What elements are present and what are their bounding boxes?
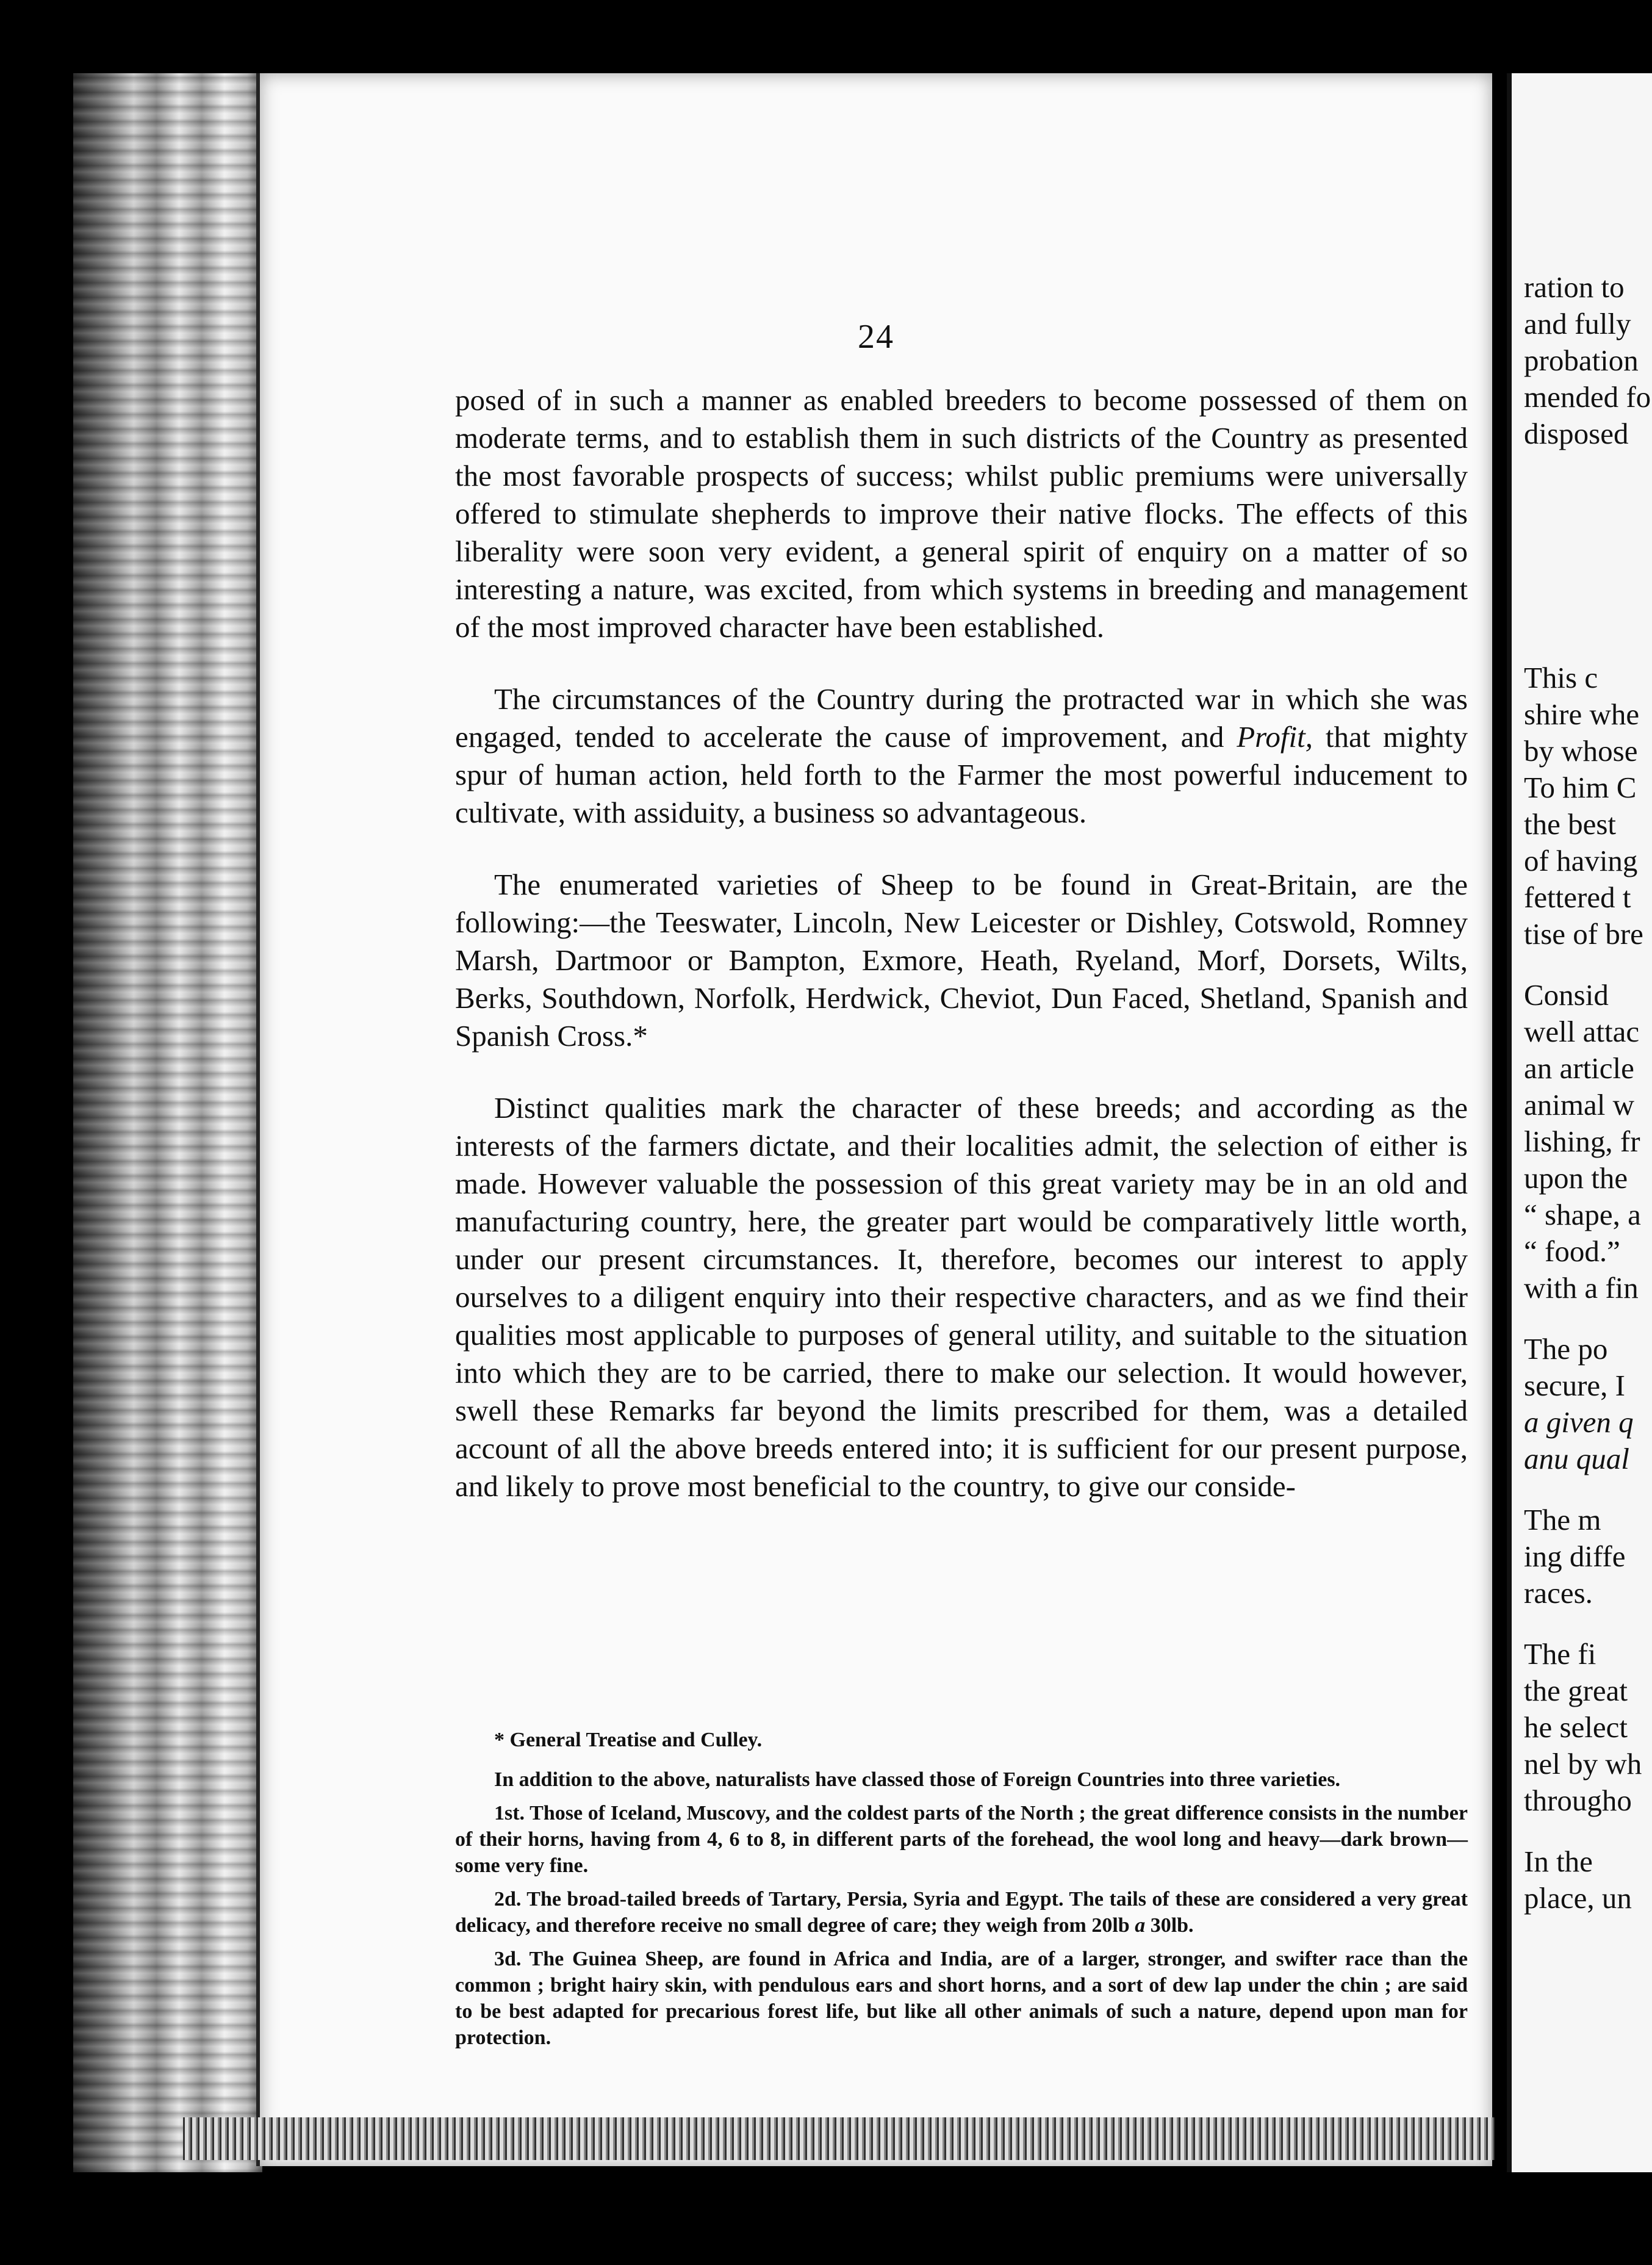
facing-page-line: tise of bre <box>1524 917 1643 951</box>
footnote-item-1: 1st. Those of Iceland, Muscovy, and the coldest parts of the North ; the great difference consists in the number of their horns, having from 4, 6 to 8, in different parts of the forehead, the wool long and heavy—dark brown—some very fine. <box>455 1802 1468 1877</box>
paragraph-2-text-a: The circumstances of the Country during the protracted war in which she was engaged, tended to accelerate the cause of improvement, and <box>455 682 1468 754</box>
facing-page-line: disposed <box>1524 417 1629 450</box>
page-stack-edge <box>183 2117 1495 2160</box>
facing-page-line: The fi <box>1524 1637 1596 1671</box>
facing-page-line: ration to <box>1524 270 1625 304</box>
facing-page-line: In the <box>1524 1845 1593 1878</box>
paragraph-4: Distinct qualities mark the character of these breeds; and according as the interests of the farmers dictate, and their localities admit, the selection of either is made. However valuable the possession of this great variety may be in an old and manufacturing country, here, the greater part would be comparatively little worth, under our present circumstances. It, therefore, becomes our interest to apply ourselves to a diligent enquiry into their respective characters, and as we find their qualities most applicable to purposes of general utility, and suitable to the situation into which they are to be carried, there to make our selection. It would however, swell these Remarks far beyond the limits prescribed for them, was a detailed account of all the above breeds entered into; it is sufficient for our present purpose, and likely to prove most beneficial to the country, to give our conside- <box>455 1091 1468 1503</box>
facing-page-line: “ shape, a <box>1524 1198 1641 1231</box>
facing-page-line: ing diffe <box>1524 1539 1626 1573</box>
footnote-item-3: 3d. The Guinea Sheep, are found in Africa and India, are of a larger, stronger, and swifter race than the common ; bright hairy skin, with pendulous ears and short horns, and a sort of dew lap under the chin ; are said to be best adapted for precarious forest life, but like all other animals of such a nature, depend upon man for protection. <box>455 1948 1468 2049</box>
facing-page-line: probation <box>1524 344 1639 377</box>
facing-page-line: and fully <box>1524 307 1631 340</box>
facing-page-line: througho <box>1524 1784 1632 1817</box>
facing-page-line: he select <box>1524 1710 1628 1744</box>
facing-page-line: The m <box>1524 1503 1601 1536</box>
facing-page-line: anu qual <box>1524 1442 1629 1475</box>
footnote-item-2-italic: a <box>1135 1914 1146 1937</box>
facing-page-line: The po <box>1524 1332 1608 1366</box>
facing-page-line: by whose <box>1524 734 1638 768</box>
footnote-source: * General Treatise and Culley. <box>494 1729 763 1751</box>
paragraph-1: posed of in such a manner as enabled breeders to become possessed of them on moderate terms, and to establish them in such districts of the Country as presented the most favorable prospects of success; whilst public premiums were universally offered to stimulate shepherds to improve their native flocks. The effects of this liberality were soon very evident, a general spirit of enquiry on a matter of so interesting a nature, was excited, from which systems in breeding and management of the most improved character have been established. <box>455 383 1468 644</box>
binding-edge <box>73 73 262 2172</box>
facing-page-line: upon the <box>1524 1161 1628 1195</box>
facing-page-line: shire whe <box>1524 697 1640 731</box>
facing-page-line: fettered t <box>1524 880 1631 914</box>
footnote-intro: In addition to the above, naturalists have classed those of Foreign Countries into three varieties. <box>494 1768 1341 1791</box>
footnotes <box>455 1727 1468 2058</box>
facing-page-line: secure, I <box>1524 1369 1625 1402</box>
page-number: 24 <box>858 318 894 356</box>
facing-page-line: To him C <box>1524 771 1637 804</box>
facing-page-line: the great <box>1524 1674 1628 1707</box>
facing-page-line: Consid <box>1524 978 1609 1012</box>
footnote-item-2 <box>455 1886 1468 1939</box>
facing-page-line: an article <box>1524 1051 1634 1085</box>
body-text <box>455 381 1468 1539</box>
footnote-item-2-text-a: 2d. The broad-tailed breeds of Tartary, Persia, Syria and Egypt. The tails of these are considered a very great delicacy, and therefore receive no small degree of care; they weigh from 20lb <box>455 1888 1468 1937</box>
paragraph-2-italic: Profit, <box>1237 720 1313 754</box>
paragraph-2 <box>455 680 1468 832</box>
facing-page-line: races. <box>1524 1576 1593 1610</box>
facing-page-line: with a fin <box>1524 1271 1639 1305</box>
facing-page-line: lishing, fr <box>1524 1125 1640 1158</box>
paragraph-3: The enumerated varieties of Sheep to be found in Great-Britain, are the following:—the Teeswater, Lincoln, New Leicester or Dishley, Cotswold, Romney Marsh, Dartmoor or Bampton, Exmore, Heath, Ryeland, Morf, Dorsets, Wilts, Berks, Southdown, Norfolk, Herdwick, Cheviot, Dun Faced, Shetland, Spanish and Spanish Cross.* <box>455 868 1468 1053</box>
facing-page-line: animal w <box>1524 1088 1634 1122</box>
book-page <box>256 73 1492 2166</box>
facing-page-line: mended fo <box>1524 380 1651 414</box>
facing-page-line: “ food.” <box>1524 1234 1620 1268</box>
footnote-item-2-text-b: 30lb. <box>1145 1914 1194 1937</box>
paragraph-2-text-b: that mighty spur of human action, held forth to the Farmer the most powerful inducement to cultivate, with assiduity, a business so advantageous. <box>455 720 1468 829</box>
facing-page-line: nel by wh <box>1524 1747 1642 1781</box>
facing-page-line: the best <box>1524 807 1617 841</box>
facing-page-line: well attac <box>1524 1015 1640 1048</box>
facing-page-fragment <box>1507 73 1652 2172</box>
facing-page-line: a given q <box>1524 1405 1634 1439</box>
facing-page-line: This c <box>1524 661 1598 694</box>
facing-page-line: of having <box>1524 844 1638 877</box>
facing-page-line: place, un <box>1524 1881 1632 1915</box>
